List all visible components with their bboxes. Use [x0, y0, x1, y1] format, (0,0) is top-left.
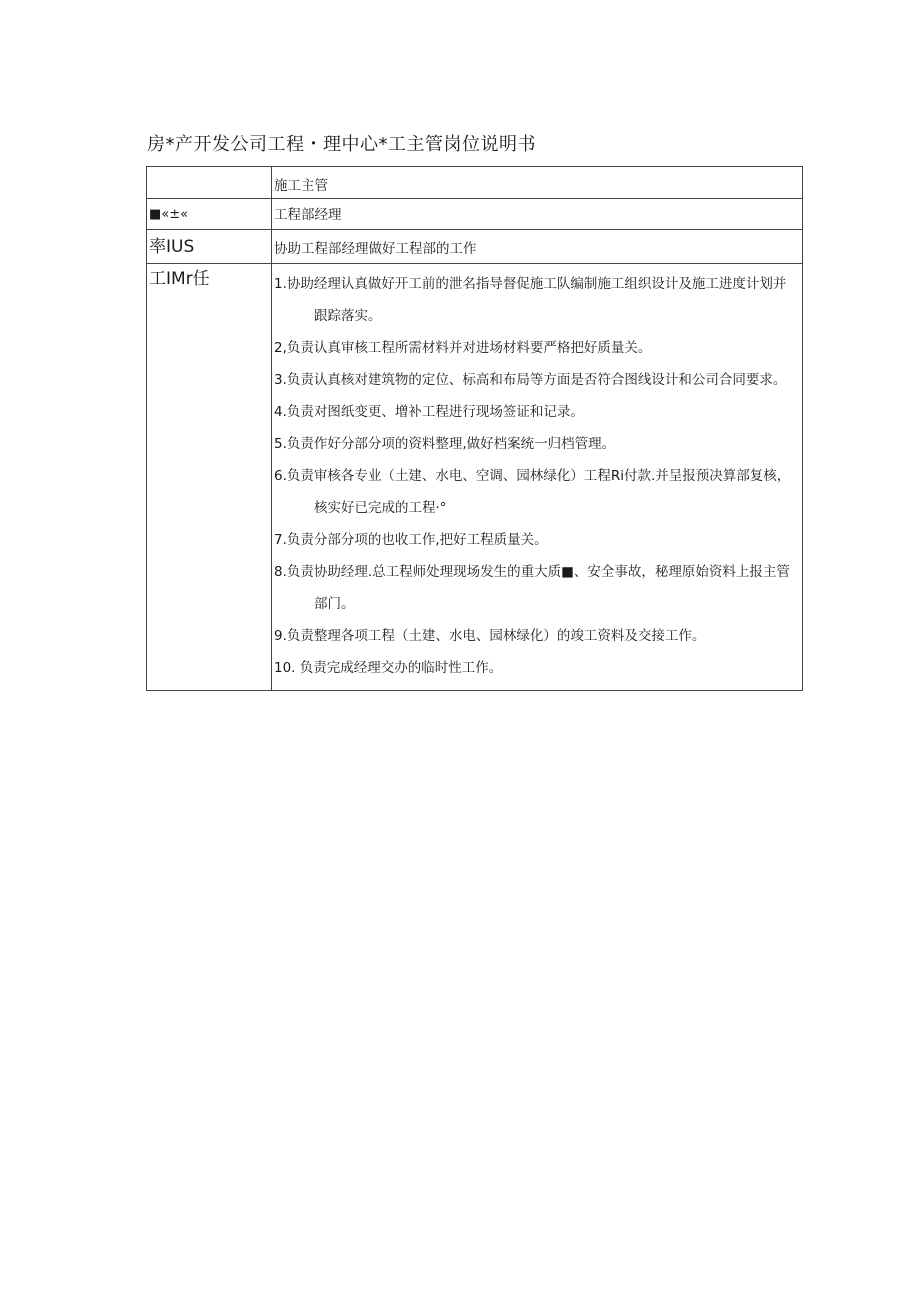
duty-item: 10. 负责完成经理交办的临时性工作。	[274, 660, 503, 676]
duty-item: 8.负责协助经理.总工程师处理现场发生的重大质■、安全事故，秘理原始资料上报主管部门。	[274, 564, 790, 612]
duty-item: 3.负责认真核对建筑物的定位、标高和布局等方面是否符合图线设计和公司合同要求。	[274, 372, 787, 388]
duty-item: 1.协助经理认真做好开工前的泄名指导督促施工队编制施工组织设计及施工进度计划并跟踪落实。	[274, 276, 787, 324]
supervisor-label-cell: ■«±«	[147, 199, 272, 230]
duty-item: 7.负责分部分项的也收工作,把好工程质量关。	[274, 532, 548, 548]
duty-item: 4.负责对图纸变更、增补工程进行现场签证和记录。	[274, 404, 584, 420]
duty-item: 2,负责认真审核工程所需材料并对进场材料要严格把好质量关。	[274, 340, 652, 356]
purpose-label-cell: 率IUS	[147, 230, 272, 264]
duties-value-cell	[272, 264, 803, 691]
purpose-value-cell: 协助工程部经理做好工程部的工作	[272, 230, 803, 264]
duty-list	[274, 264, 802, 684]
duty-item: 6.负责审核各专业（土建、水电、空调、园林绿化）工程Ri付款.并呈报预决算部复核，核实好已完成的工程·°	[274, 468, 791, 516]
table-row-duties	[147, 264, 803, 691]
job-description-table	[146, 166, 803, 691]
position-value-cell: 施工主管	[272, 167, 803, 199]
table-row-purpose	[147, 230, 803, 264]
table-row-position	[147, 167, 803, 199]
duty-item: 9.负责整理各项工程（土建、水电、园林绿化）的竣工资料及交接工作。	[274, 628, 706, 644]
duties-label-cell: 工IMr任	[147, 264, 272, 691]
document-title: 房*产开发公司工程・理中心*工主管岗位说明书	[147, 134, 536, 155]
supervisor-value-cell: 工程部经理	[272, 199, 803, 230]
duties-container	[274, 264, 802, 690]
duty-item: 5.负责作好分部分项的资料整理,做好档案统一归档管理。	[274, 436, 616, 452]
table-row-supervisor	[147, 199, 803, 230]
position-label-cell	[147, 167, 272, 199]
